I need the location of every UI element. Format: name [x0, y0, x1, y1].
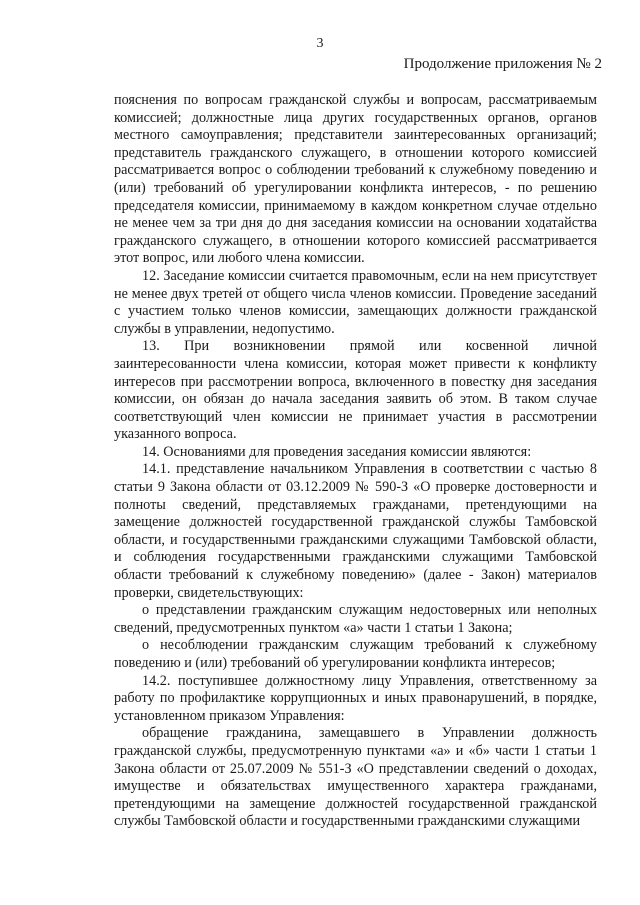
paragraph-14-2-item: обращение гражданина, замещавшего в Управлении должность гражданской службы, предусмотренную пунктами «а» и «б» части 1 статьи 1 Закона области от 25.07.2009 № 551-З «О представлении сведений о доходах, имуществе и обязательствах имущественного характера гражданами, претендующими на замещение должностей государственной гражданской службы Тамбовской области и государственными гражданскими служащими [114, 725, 597, 830]
appendix-header: Продолжение приложения № 2 [403, 56, 602, 72]
paragraph-14-1-item-a: о представлении гражданским служащим недостоверных или неполных сведений, предусмотренных пунктом «а» части 1 статьи 1 Закона; [114, 602, 597, 636]
paragraph-14-1: 14.1. представление начальником Управления в соответствии с частью 8 статьи 9 Закона области от 03.12.2009 № 590-З «О проверке достоверности и полноты сведений, представляемых гражданами, претендующими на замещение должностей государственной гражданской службы Тамбовской области, и государственными гражданскими служащими Тамбовской области, и соблюдения государственными гражданскими служащими Тамбовской области требований к служебному поведению» (далее - Закон) материалов проверки, свидетельствующих: [114, 461, 597, 601]
paragraph-14: 14. Основаниями для проведения заседания комиссии являются: [142, 443, 532, 460]
paragraph-continuation: пояснения по вопросам гражданской службы и вопросам, рассматриваемым комиссией; должностные лица других государственных органов, органов местного самоуправления; представители заинтересованных организаций; представитель гражданского служащего, в отношении которого комиссией рассматривается вопрос о соблюдении требований к служебному поведению и (или) требований об урегулировании конфликта интересов, - по решению председателя комиссии, принимаемому в каждом конкретном случае отдельно не менее чем за три дня до дня заседания комиссии на основании ходатайства гражданского служащего, в отношении которого комиссией рассматривается этот вопрос, или любого члена комиссии. [114, 92, 597, 267]
page-number: 3 [316, 36, 324, 51]
paragraph-12: 12. Заседание комиссии считается правомочным, если на нем присутствует не менее двух третей от общего числа членов комиссии. Проведение заседаний с участием только членов комиссии, замещающих должности гражданской службы в управлении, недопустимо. [114, 267, 597, 337]
document-body [114, 92, 597, 831]
paragraph-13: 13. При возникновении прямой или косвенной личной заинтересованности члена комиссии, которая может привести к конфликту интересов при рассмотрении вопроса, включенного в повестку дня заседания комиссии, он обязан до начала заседания заявить об этом. В таком случае соответствующий член комиссии не принимает участия в рассмотрении указанного вопроса. [114, 338, 597, 443]
paragraph-14-1-item-b: о несоблюдении гражданским служащим требований к служебному поведению и (или) требований об урегулировании конфликта интересов; [114, 637, 597, 671]
paragraph-14-2: 14.2. поступившее должностному лицу Управления, ответственному за работу по профилактике коррупционных и иных правонарушений, в порядке, установленном приказом Управления: [114, 672, 597, 724]
